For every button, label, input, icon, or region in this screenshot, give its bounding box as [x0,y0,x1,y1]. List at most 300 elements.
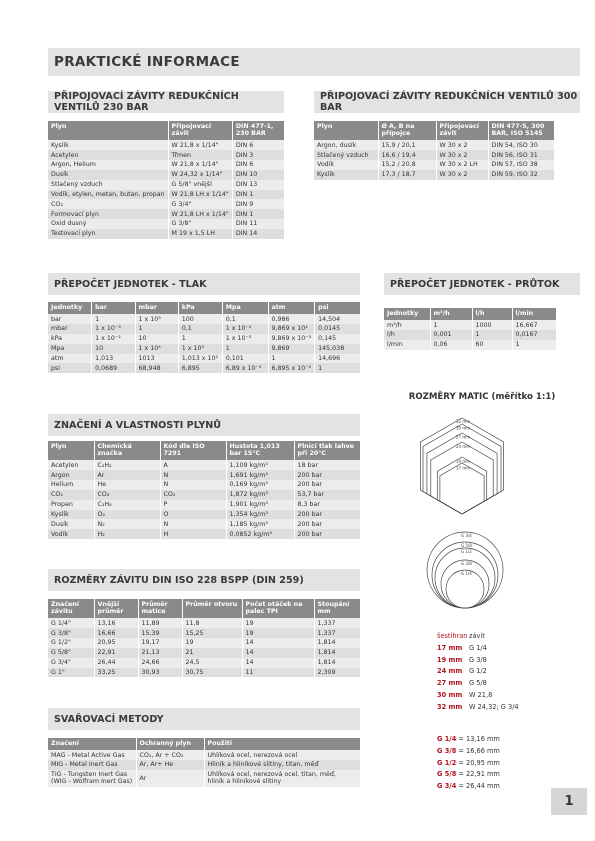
legend-thread: W 24,32; G 3/4 [469,702,519,711]
table-header-row [48,121,284,140]
page-title: PRAKTICKÉ INFORMACE [48,48,580,76]
table-row [48,354,360,364]
column-header: Plyn [314,121,378,140]
table-cell: 0,0145 [315,324,360,334]
table-cell: Argon, Helium [48,160,168,170]
thread-diameter-row [437,746,577,758]
table-row [48,638,360,648]
table-cell: atm [48,354,92,364]
table-cell: N [160,470,226,480]
table-cell: 9,869 [268,344,315,354]
table-cell: 20,95 [94,638,138,648]
table-cell: Třmen [168,150,232,160]
column-header: Počet otáček na palec TPI [242,599,314,618]
table-cell: mbar [48,324,92,334]
table-cell: 14 [242,648,314,658]
table-cell: 1 [472,330,512,340]
column-header: DIN 477-5, 300 BAR, ISO 5145 [488,121,554,140]
table-cell: DIN 1 [232,190,284,200]
table-cell: W 30 x 2 LH [436,160,488,170]
section-title-300: PŘIPOJOVACÍ ZÁVITY REDUKČNÍCH VENTILŮ 300 BAR [314,91,580,113]
table-cell: 30,93 [138,668,182,678]
table-cell: 16,667 [512,320,556,330]
table-cell: N [160,519,226,529]
table-cell: Argon, dusík [314,140,378,150]
table-cell: Formovací plyn [48,209,168,219]
table-cell: 1 x 10⁻⁴ [222,324,268,334]
thread-circle [441,560,489,608]
table-cell: 200 bar [294,480,360,490]
hex-size-label: 17 mm [456,465,471,471]
section-title-prutok: PŘEPOČET JEDNOTEK - PRŮTOK [384,273,580,295]
table-cell: 9,869 x 10⁴ [268,324,315,334]
table-row [48,519,360,529]
table-row [48,344,360,354]
table-cell: 1000 [472,320,512,330]
table-cell: Dusík [48,170,168,180]
thread-name: G 1/4 [437,735,457,743]
table-row [48,324,360,334]
legend-row [437,702,577,714]
table-cell: Kyslík [314,170,378,180]
thread-name: G 5/8 [437,770,457,779]
table-cell: 30,75 [182,668,242,678]
hex-size-label: 32 mm [456,419,471,424]
column-header: kPa [178,302,222,314]
table-row [48,510,360,520]
table-row [48,180,284,190]
table-cell: DIN 57, ISO 38 [488,160,554,170]
table-cell: Argon [48,470,94,480]
table-cell: Uhlíková ocel, nerezová ocel [204,750,360,760]
table-cell: 14,504 [315,314,360,324]
table-cell: 0,145 [315,334,360,344]
table-row [48,628,360,638]
table-cell: 1,185 kg/m³ [226,519,294,529]
column-header: Značení závitu [48,599,94,618]
table-cell: 1,901 kg/m³ [226,500,294,510]
table-cell: 1,814 [314,658,360,668]
table-cell: 68,948 [135,363,178,373]
table-cell: 1 [92,314,135,324]
table-cell: CO₂, Ar + CO₂ [136,750,204,760]
column-header: Plyn [48,121,168,140]
table-cell: W 30 x 2 [436,140,488,150]
table-row [48,209,284,219]
table-row [48,658,360,668]
table-cell: M 19 x 1,5 LH [168,229,232,239]
table-cell: P [160,500,226,510]
hex-size-label: 19 mm [456,459,471,465]
table-row [48,190,284,200]
table-cell: 200 bar [294,519,360,529]
table-row [48,160,284,170]
thread-name: G 3/8 [437,746,457,755]
table-cell: 6,895 [178,363,222,373]
table-cell: 1 [178,334,222,344]
column-header: Jednotky [384,308,430,320]
table-row [48,470,360,480]
table-cell: 0,0167 [512,330,556,340]
legend-thread: W 21,8 [469,690,493,699]
table-row [384,340,556,350]
table-cell: Helium [48,480,94,490]
column-header: atm [268,302,315,314]
table-cell: W 30 x 2 [436,170,488,180]
table-cell: 15,9 / 20,1 [378,140,436,150]
table-cell: 21 [182,648,242,658]
hex-outline [440,463,484,514]
legend-row [437,666,577,678]
table-cell: 0,1 [178,324,222,334]
column-header: Připojovací závit [168,121,232,140]
table-header-row [384,308,556,320]
table-cell: 60 [472,340,512,350]
table-cell: DIN 11 [232,219,284,229]
table-cell: DIN 54, ISO 30 [488,140,554,150]
table-cell: 1,337 [314,618,360,628]
table-bspp [48,599,360,677]
table-prutok [384,308,556,350]
legend-hex-size: 19 mm [437,655,463,664]
table-cell: TIG - Tungsten Inert Gas (WIG - Wolfram Inert Gas) [48,770,136,787]
table-cell: 19 [242,628,314,638]
table-cell: 19,17 [138,638,182,648]
table-cell: C₃H₈ [94,500,160,510]
table-cell: 1 x 10⁻² [92,334,135,344]
table-cell: m³/h [384,320,430,330]
matice-title: ROZMĚRY MATIC (měřítko 1:1) [408,392,556,402]
table-cell: 0,001 [430,330,472,340]
legend-row [437,655,577,667]
table-cell: 100 [178,314,222,324]
thread-legend [437,734,577,793]
table-cell: Mpa [48,344,92,354]
table-cell: 1 [315,363,360,373]
table-cell: N₂ [94,519,160,529]
table-cell: Kyslík [48,510,94,520]
table-cell: 10 [135,334,178,344]
table-cell: 1 x 10³ [135,314,178,324]
table-cell: 1 x 10⁴ [135,344,178,354]
legend-row [437,678,577,690]
table-row [48,150,284,160]
thread-name: G 3/4 [437,782,457,791]
column-header: psi [315,302,360,314]
thread-name: G 1/2 [437,758,457,767]
table-300 [314,121,554,180]
table-row [48,529,360,539]
table-row [48,490,360,500]
table-cell: Ar, Ar+ He [136,760,204,770]
table-row [48,219,284,229]
table-cell: 145,038 [315,344,360,354]
table-cell: W 21,8 LH x 1/14" [168,190,232,200]
thread-diameter: = 22,91 mm [456,770,500,779]
legend-header [437,631,577,643]
table-cell: 15,2 / 20,8 [378,160,436,170]
column-header: Značení [48,738,136,750]
thread-diameter: = 26,44 mm [456,782,500,791]
hex-size-label: 27 mm [456,434,471,440]
table-cell: Propan [48,500,94,510]
table-cell: 16,6 / 19,4 [378,150,436,160]
table-cell: 200 bar [294,510,360,520]
table-cell: G 1" [48,668,94,678]
table-cell: C₂H₂ [94,460,160,470]
column-header: Průměr otvoru [182,599,242,618]
table-header-row [48,599,360,618]
table-cell: G 3/8" [168,219,232,229]
hex-size-label: 24 mm [456,443,471,449]
column-header: Průměr matice [138,599,182,618]
table-cell: 1 x 10⁻³ [92,324,135,334]
table-cell: CO₂ [48,490,94,500]
legend-hex-size: 27 mm [437,679,463,688]
table-cell: W 21,8 x 1/14" [168,160,232,170]
thread-diameter: = 16,66 mm [456,746,500,755]
table-cell: 18 bar [294,460,360,470]
table-cell: 9,869 x 10⁻³ [268,334,315,344]
table-cell: MIG - Metal Inert Gas [48,760,136,770]
table-cell: 14 [242,658,314,668]
table-cell: 1,013 [92,354,135,364]
table-cell: 13,16 [94,618,138,628]
table-cell: H [160,529,226,539]
table-cell: DIN 59, ISO 32 [488,170,554,180]
table-cell: 10 [92,344,135,354]
table-cell: 1,814 [314,648,360,658]
table-cell: Dusík [48,519,94,529]
section-title-230: PŘIPOJOVACÍ ZÁVITY REDUKČNÍCH VENTILŮ 230 BAR [48,91,284,113]
table-cell: 1 [222,344,268,354]
table-cell: W 21,8 x 1/14" [168,140,232,150]
thread-diameter: = 20,95 mm [456,758,500,767]
table-cell: 14 [242,638,314,648]
column-header: Jednotky [48,302,92,314]
table-cell: l/h [384,330,430,340]
table-cell: 1,814 [314,638,360,648]
thread-diameter-row [437,734,577,746]
table-header-row [48,738,360,750]
table-cell: Acetylen [48,150,168,160]
table-cell: G 5/8" vnější [168,180,232,190]
table-row [48,460,360,470]
table-cell: DIN 56, ISO 31 [488,150,554,160]
legend-row [437,690,577,702]
table-cell: 1 x 10⁻³ [222,334,268,344]
table-row [48,334,360,344]
table-cell: 24,5 [182,658,242,668]
column-header: Připojovací závit [436,121,488,140]
table-cell: A [160,460,226,470]
table-cell: 15,25 [182,628,242,638]
column-header: Mpa [222,302,268,314]
table-row [48,229,284,239]
table-cell: 1 [268,354,315,364]
table-cell: 19 [182,638,242,648]
table-cell: W 24,32 x 1/14" [168,170,232,180]
table-cell: 0,06 [430,340,472,350]
hex-size-label: 30 mm [456,425,471,431]
section-title-svarovani: SVAŘOVACÍ METODY [48,708,360,730]
table-cell: 24,66 [138,658,182,668]
table-row [48,199,284,209]
table-cell: 1,109 kg/m³ [226,460,294,470]
table-row [48,140,284,150]
table-row [48,770,360,787]
legend-hex-size: 30 mm [437,690,463,699]
table-row [48,500,360,510]
table-cell: Kyslík [48,140,168,150]
legend-hex-size: 24 mm [437,667,463,676]
column-header: bar [92,302,135,314]
table-cell: 11,89 [138,618,182,628]
table-cell: Ar [94,470,160,480]
table-cell: DIN 13 [232,180,284,190]
column-header: l/h [472,308,512,320]
legend-header-thread: závit [469,632,485,640]
table-cell: 19 [242,618,314,628]
table-row [48,314,360,324]
table-cell: 1,013 x 10² [178,354,222,364]
column-header: mbar [135,302,178,314]
table-cell: G 1/4" [48,618,94,628]
table-cell: O₂ [94,510,160,520]
table-cell: 1,354 kg/m³ [226,510,294,520]
column-header: m³/h [430,308,472,320]
section-title-tlak: PŘEPOČET JEDNOTEK - TLAK [48,273,360,295]
table-cell: W 30 x 2 [436,150,488,160]
column-header: Ochranný plyn [136,738,204,750]
table-cell: Uhlíková ocel, nerezová ocel, titan, měď, hliník a hliníkové slitiny [204,770,360,787]
table-cell: 0,101 [222,354,268,364]
column-header: DIN 477-1, 230 BAR [232,121,284,140]
table-row [48,480,360,490]
circle-thread-label: G 3/4 [461,533,472,538]
table-header-row [48,441,360,460]
table-cell: CO₂ [48,199,168,209]
section-title-plyny: ZNAČENÍ A VLASTNOSTI PLYNŮ [48,414,360,436]
table-header-row [48,302,360,314]
table-cell: 0,1 [222,314,268,324]
table-plyny [48,441,360,539]
circle-thread-label: G 5/8 [461,543,472,548]
table-cell: Ar [136,770,204,787]
table-cell: l/min [384,340,430,350]
table-cell: Hliník a hliníkové slitiny, titan, měď [204,760,360,770]
table-cell: 2,309 [314,668,360,678]
table-cell: DIN 10 [232,170,284,180]
column-header: Plnicí tlak lahve při 20°C [294,441,360,460]
circle-thread-label: G 1/2 [461,549,472,554]
table-cell: Stlačený vzduch [48,180,168,190]
column-header: Plyn [48,441,94,460]
table-cell: Acetylen [48,460,94,470]
table-cell: O [160,510,226,520]
column-header: Chemická značka [94,441,160,460]
table-cell: psi [48,363,92,373]
table-cell: 6,895 x 10⁻² [268,363,315,373]
circle-thread-label: G 3/8 [461,561,472,566]
nut-legend [437,631,577,714]
table-cell: 16,66 [94,628,138,638]
table-row [314,150,554,160]
table-cell: DIN 6 [232,160,284,170]
table-cell: G 1/2" [48,638,94,648]
section-title-bspp: ROZMĚRY ZÁVITU DIN ISO 228 BSPP (DIN 259) [48,569,360,591]
table-cell: 21,13 [138,648,182,658]
table-cell: Vodík [314,160,378,170]
table-cell: 200 bar [294,470,360,480]
table-cell: CO₂ [160,490,226,500]
table-cell: G 3/4" [48,658,94,668]
table-row [314,170,554,180]
table-cell: 1 [430,320,472,330]
thread-diameter-row [437,769,577,781]
table-cell: Stlačený vzduch [314,150,378,160]
column-header: Kód dle ISO 7291 [160,441,226,460]
table-cell: 0,986 [268,314,315,324]
column-header: Použití [204,738,360,750]
table-cell: DIN 9 [232,199,284,209]
table-row [48,363,360,373]
thread-circle [435,548,495,608]
legend-row [437,643,577,655]
legend-thread: G 3/8 [469,655,487,664]
table-cell: 1 [512,340,556,350]
table-cell: 8,3 bar [294,500,360,510]
table-cell: 6,89 x 10⁻³ [222,363,268,373]
circle-thread-label: G 1/4 [461,571,472,576]
table-tlak [48,302,360,373]
table-row [48,668,360,678]
table-row [48,170,284,180]
hex-nut-diagram [410,412,520,518]
legend-hex-size: 32 mm [437,702,463,711]
legend-thread: G 1/2 [469,667,487,676]
table-cell: DIN 6 [232,140,284,150]
table-cell: 1,691 kg/m³ [226,470,294,480]
table-cell: Vodík [48,529,94,539]
legend-header-hex: šestihran [437,632,468,640]
table-cell: 53,7 bar [294,490,360,500]
table-row [48,618,360,628]
table-cell: G 3/4" [168,199,232,209]
table-cell: N [160,480,226,490]
legend-thread: G 5/8 [469,679,487,688]
table-cell: 26,44 [94,658,138,668]
column-header: Vnější průměr [94,599,138,618]
table-cell: kPa [48,334,92,344]
table-cell: G 3/8" [48,628,94,638]
table-cell: H₂ [94,529,160,539]
page-number: 1 [551,788,587,815]
table-cell: He [94,480,160,490]
table-row [384,330,556,340]
table-row [48,760,360,770]
column-header: l/min [512,308,556,320]
table-cell: bar [48,314,92,324]
column-header: Hustota 1,013 bar 15°C [226,441,294,460]
table-cell: 200 bar [294,529,360,539]
table-cell: 14,696 [315,354,360,364]
table-cell: 17,3 / 18,7 [378,170,436,180]
table-cell: Testovací plyn [48,229,168,239]
table-cell: DIN 14 [232,229,284,239]
table-cell: 0,169 kg/m³ [226,480,294,490]
table-cell: Vodík, etylen, metan, butan, propan [48,190,168,200]
